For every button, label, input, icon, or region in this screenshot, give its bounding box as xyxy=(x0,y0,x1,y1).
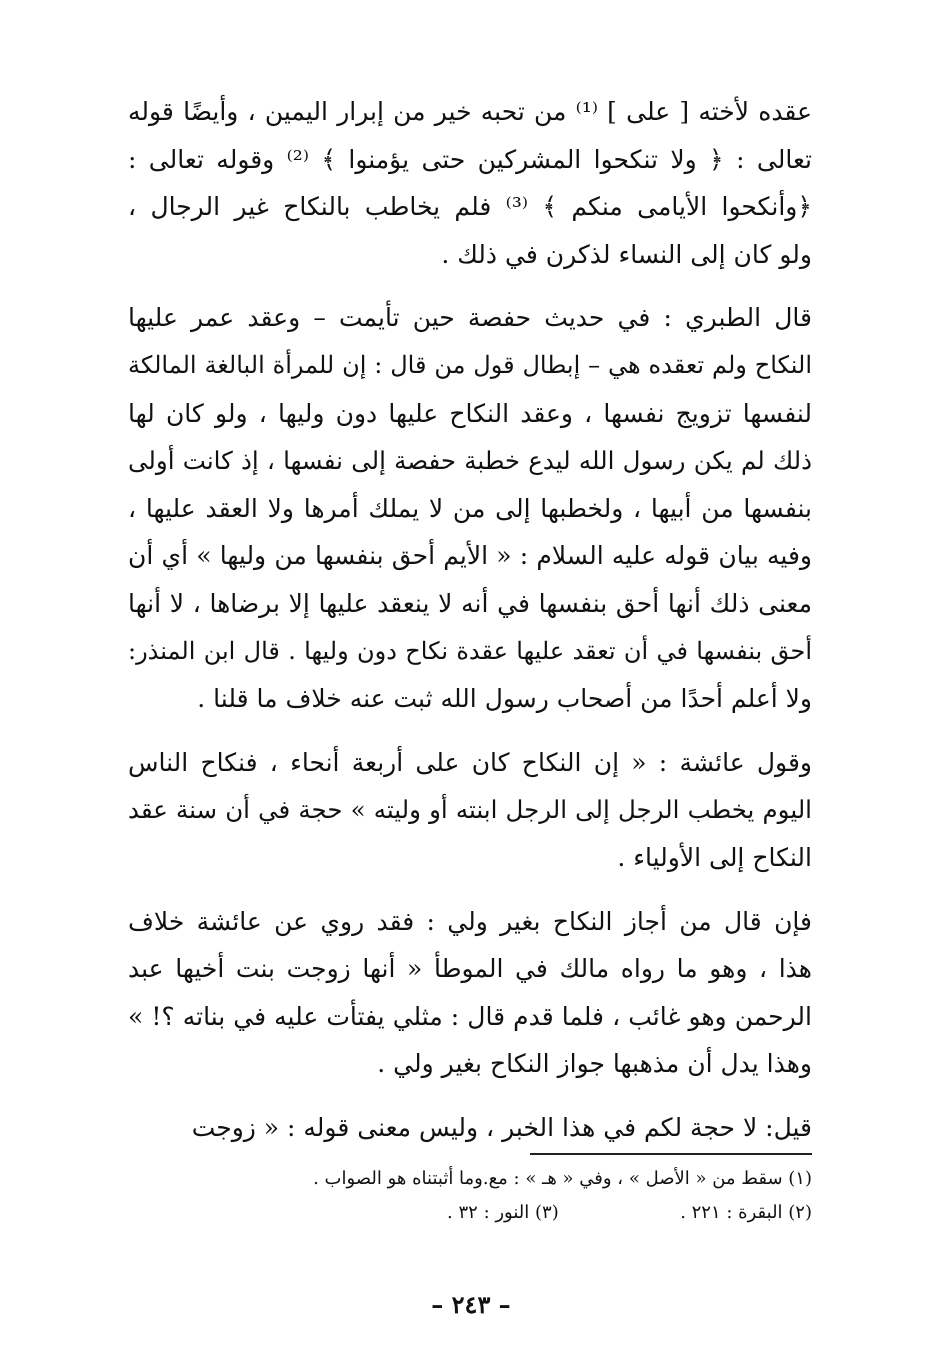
text-line: بنفسها من أبيها ، ولخطبها إلى من لا يملك أمرها ولا العقد عليها ، xyxy=(128,493,812,523)
paragraph-5 xyxy=(128,1104,812,1152)
text-line: لنفسها تزويج نفسها ، وعقد النكاح عليها دون وليها ، ولو كان لها xyxy=(128,398,812,428)
text-line: ﴿وأنكحوا الأيامى منكم ﴾ ⁽³⁾ فلم يخاطب بالنكاح غير الرجال ، xyxy=(128,192,812,222)
paragraph-3 xyxy=(128,739,812,882)
text-line: هذا ، وهو ما رواه مالك في الموطأ « أنها زوجت بنت أخيها عبد xyxy=(128,954,812,984)
text-line: وهذا يدل أن مذهبها جواز النكاح بغير ولي . xyxy=(377,1049,812,1079)
text-line: ذلك لم يكن رسول الله ليدع خطبة حفصة إلى نفسها ، إذ كانت أولى xyxy=(128,446,812,476)
text-line: أحق بنفسها في أن تعقد عليها عقدة نكاح دون وليها . قال ابن المنذر: xyxy=(128,636,812,665)
text-line: وقول عائشة : « إن النكاح كان على أربعة أنحاء ، فنكاح الناس xyxy=(128,747,812,777)
text-line: تعالى : ﴿ ولا تنكحوا المشركين حتى يؤمنوا ﴾ ⁽²⁾ وقوله تعالى : xyxy=(128,144,812,174)
text-line: اليوم يخطب الرجل إلى الرجل ابنته أو وليته » حجة في أن سنة عقد xyxy=(128,795,812,825)
paragraph-4 xyxy=(128,898,812,1088)
text-line: قال الطبري : في حديث حفصة حين تأيمت – وعقد عمر عليها xyxy=(128,303,812,333)
text-line: الرحمن وهو غائب ، فلما قدم قال : مثلي يفتأت عليه في بناته ؟! » xyxy=(128,1001,812,1031)
text-line: وفيه بيان قوله عليه السلام : « الأيم أحق بنفسها من وليها » أي أن xyxy=(128,541,812,571)
page-number: – ٢٤٣ – xyxy=(431,1290,511,1319)
footnote-1: (١) سقط من « الأصل » ، وفي « هـ » : مع.وما أثبتناه هو الصواب . xyxy=(313,1168,812,1189)
footnote-row-2 xyxy=(128,1196,812,1230)
text-line: النكاح إلى الأولياء . xyxy=(617,842,812,872)
footnote-3: (٣) النور : ٣٢ . xyxy=(447,1202,559,1223)
paragraph-2 xyxy=(128,294,812,722)
text-line: النكاح ولم تعقده هي – إبطال قول من قال : إن للمرأة البالغة المالكة xyxy=(128,350,812,379)
text-line: ولا أعلم أحدًا من أصحاب رسول الله ثبت عنه خلاف ما قلنا . xyxy=(197,684,812,714)
footnotes xyxy=(128,1162,812,1230)
page-body xyxy=(128,88,812,1167)
text-line: فإن قال من أجاز النكاح بغير ولي : فقد روي عن عائشة خلاف xyxy=(128,906,812,936)
footnote-divider xyxy=(530,1153,812,1155)
text-line: قيل: لا حجة لكم في هذا الخبر ، وليس معنى قوله : « زوجت xyxy=(191,1112,812,1142)
footnote-2: (٢) البقرة : ٢٢١ . xyxy=(680,1202,812,1223)
text-line: عقده لأخته [ على ] ⁽¹⁾ من تحبه خير من إبرار اليمين ، وأيضًا قوله xyxy=(128,97,813,126)
text-line: معنى ذلك أنها أحق بنفسها في أنه لا ينعقد عليها إلا برضاها ، لا أنها xyxy=(128,588,812,618)
paragraph-1 xyxy=(128,88,812,278)
text-line: ولو كان إلى النساء لذكرن في ذلك . xyxy=(441,239,812,269)
